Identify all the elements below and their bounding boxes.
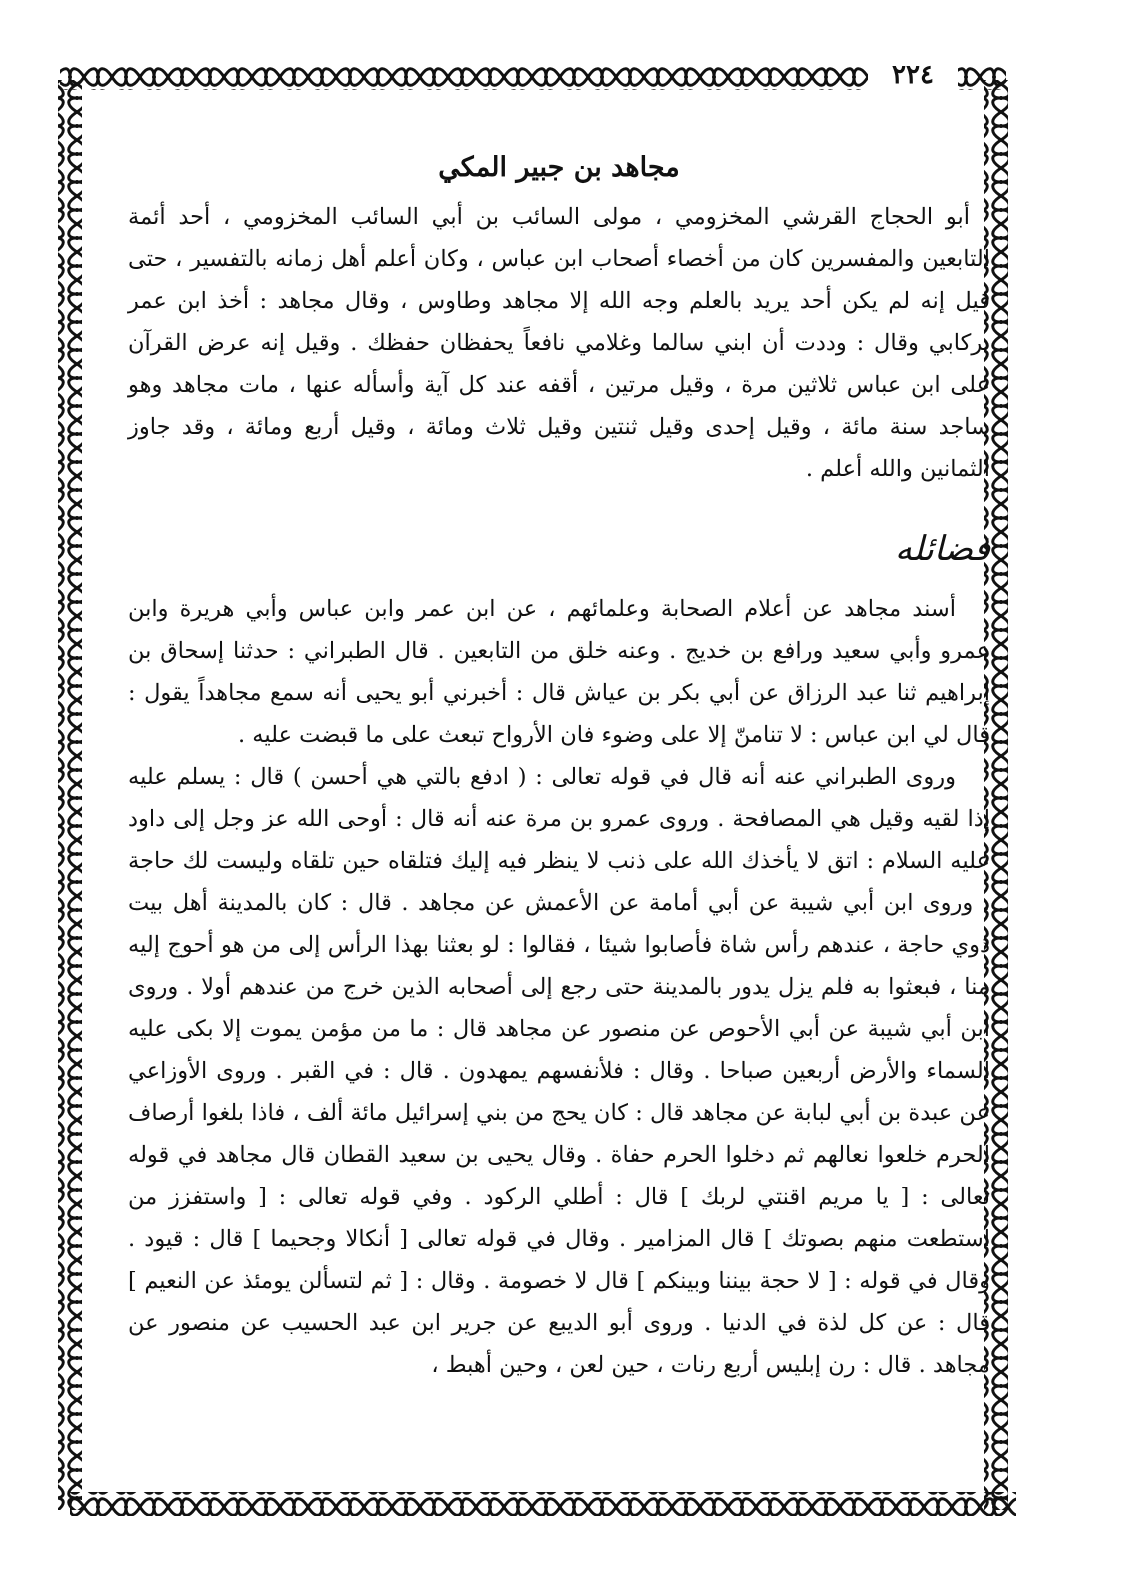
entry-title: مجاهد بن جبير المكي [438,152,680,183]
section-heading: فضائله [894,529,990,569]
page-content [128,148,990,1386]
virtues-paragraph: أسند مجاهد عن أعلام الصحابة وعلمائهم ، عن ابن عمر وابن عباس وأبي هريرة وابن عمرو وأبي سعيد ورافع بن خديج . وعنه خلق من التابعين . قال الطبراني : حدثنا إسحاق بن إبراهيم ثنا عبد الرزاق عن أبي بكر بن عياش قال : أخبرني أبو يحيى أنه سمع مجاهداً يقول : قال لي ابن عباس : لا تنامنّ إلا على وضوء فان الأرواح تبعث على ما قبضت عليه . [128,596,990,748]
virtues-paragraph: وروى الطبراني عنه أنه قال في قوله تعالى : ( ادفع بالتي هي أحسن ) قال : يسلم عليه إذا لقيه وقيل هي المصافحة . وروى عمرو بن مرة عنه أنه قال : أوحى الله عز وجل إلى داود عليه السلام : اتق لا يأخذك الله على ذنب لا ينظر فيه إليك فتلقاه حين تلقاه وليست لك حاجة . وروى ابن أبي شيبة عن أبي أمامة عن الأعمش عن مجاهد . قال : كان بالمدينة أهل بيت ذوي حاجة ، عندهم رأس شاة فأصابوا شيئا ، فقالوا : لو بعثنا بهذا الرأس إلى من هو أحوج إليه منا ، فبعثوا به فلم يزل يدور بالمدينة حتى رجع إلى أصحابه الذين خرج من عندهم أولا . وروى ابن أبي شيبة عن أبي الأحوص عن منصور عن مجاهد قال : ما من مؤمن يموت إلا بكى عليه السماء والأرض أربعين صباحا . وقال : فلأنفسهم يمهدون . قال : في القبر . وروى الأوزاعي عن عبدة بن أبي لبابة عن مجاهد قال : كان يحج من بني إسرائيل مائة ألف ، فاذا بلغوا أرصاف الحرم خلعوا نعالهم ثم دخلوا الحرم حفاة . وقال يحيى بن سعيد القطان قال مجاهد في قوله تعالى : [ يا مريم اقنتي لربك ] قال : أطلي الركود . وفي قوله تعالى : [ واستفزز من استطعت منهم بصوتك ] قال المزامير . وقال في قوله تعالى [ أنكالا وجحيما ] قال : قيود . وقال في قوله : [ لا حجة بيننا وبينكم ] قال لا خصومة . وقال : [ ثم لتسألن يومئذ عن النعيم ] قال : عن كل لذة في الدنيا . وروى أبو الديبع عن جرير ابن عبد الحسيب عن منصور عن مجاهد . قال : رن إبليس أربع رنات ، حين لعن ، وحين أهبط ، [128,764,990,1378]
biography-paragraph: أبو الحجاج القرشي المخزومي ، مولى السائب بن أبي السائب المخزومي ، أحد أئمة التابعين والمفسرين كان من أخصاء أصحاب ابن عباس ، وكان أعلم أهل زمانه بالتفسير ، حتى قيل إنه لم يكن أحد يريد بالعلم وجه الله إلا مجاهد وطاوس ، وقال مجاهد : أخذ ابن عمر بركابي وقال : وددت أن ابني سالما وغلامي نافعاً يحفظان حفظك . وقيل إنه عرض القرآن على ابن عباس ثلاثين مرة ، وقيل مرتين ، أقفه عند كل آية وأسأله عنها ، مات مجاهد وهو ساجد سنة مائة ، وقيل إحدى وقيل ثنتين وقيل ثلاث ومائة ، وقيل أربع ومائة ، وقد جاوز الثمانين والله أعلم . [128,204,990,482]
page-number: ٢٢٤ [868,60,958,90]
